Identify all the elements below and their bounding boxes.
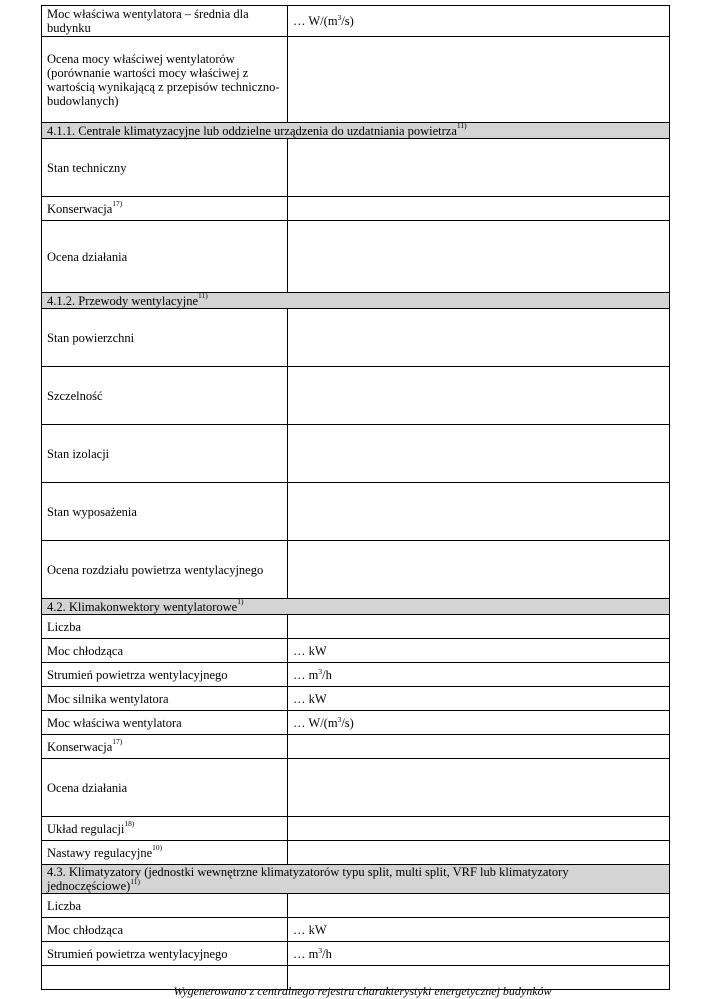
- table-row: [42, 711, 670, 735]
- field-label-text: Stan wyposażenia: [47, 504, 137, 519]
- footnote-ref: 11): [456, 121, 467, 131]
- field-label: [42, 367, 288, 425]
- unit-exponent: 3: [337, 12, 342, 22]
- field-value[interactable]: [288, 367, 670, 425]
- field-label-text: Ocena rozdziału powietrza wentylacyjnego: [47, 562, 264, 577]
- table-row: [42, 483, 670, 541]
- table-row: [42, 197, 670, 221]
- field-label-text: Moc chłodząca: [47, 922, 124, 937]
- section-title-text: 4.1.1. Centrale klimatyzacyjne lub oddzielne urządzenia do uzdatniania powietrza: [47, 123, 457, 138]
- field-label: [42, 841, 288, 865]
- footnote-ref: 17): [112, 737, 123, 747]
- field-label: [42, 894, 288, 918]
- table-row: [42, 894, 670, 918]
- field-label-text: Ocena mocy właściwej wentylatorów (porównanie wartości mocy właściwej z wartością wynikającą z przepisów techniczno-budowlanych): [47, 51, 280, 108]
- field-value[interactable]: [288, 425, 670, 483]
- field-label-text: Szczelność: [47, 388, 103, 403]
- field-label: [42, 639, 288, 663]
- field-label: [42, 6, 288, 37]
- field-label: [42, 918, 288, 942]
- field-label-text: Ocena działania: [47, 249, 128, 264]
- section-title: [42, 865, 670, 894]
- table-row: [42, 221, 670, 293]
- section-header-row: [42, 599, 670, 615]
- field-value[interactable]: [288, 37, 670, 123]
- section-title: [42, 293, 670, 309]
- table-row: [42, 918, 670, 942]
- field-label: [42, 197, 288, 221]
- field-value[interactable]: [288, 687, 670, 711]
- field-value[interactable]: [288, 942, 670, 966]
- value-text: … kW: [293, 691, 327, 706]
- section-title: [42, 599, 670, 615]
- field-value[interactable]: [288, 663, 670, 687]
- field-label: [42, 817, 288, 841]
- field-label-text: Strumień powietrza wentylacyjnego: [47, 667, 228, 682]
- value-text: … m: [293, 667, 319, 682]
- section-title: [42, 123, 670, 139]
- footnote-ref: 18): [124, 819, 135, 829]
- field-label-text: Konserwacja: [47, 739, 113, 754]
- table-row: [42, 687, 670, 711]
- field-label: [42, 942, 288, 966]
- field-label: [42, 425, 288, 483]
- field-value[interactable]: [288, 615, 670, 639]
- field-label-text: Konserwacja: [47, 201, 113, 216]
- table-row: [42, 663, 670, 687]
- table-row: [42, 367, 670, 425]
- table-row: [42, 735, 670, 759]
- table-row: [42, 615, 670, 639]
- ventilation-assessment-table: [41, 5, 670, 990]
- field-value[interactable]: [288, 221, 670, 293]
- table-row: [42, 541, 670, 599]
- footnote-ref: 11): [198, 291, 208, 301]
- field-label-text: Moc właściwa wentylatora – średnia dla budynku: [47, 7, 249, 35]
- section-title-text: 4.3. Klimatyzatory (jednostki wewnętrzne klimatyzatorów typu split, multi split, VRF lub klimatyzatory jednoczęściowe): [47, 865, 569, 893]
- field-label-text: Strumień powietrza wentylacyjnego: [47, 946, 228, 961]
- table-row: [42, 817, 670, 841]
- unit-tail: /h: [322, 946, 332, 961]
- section-title-text: 4.2. Klimakonwektory wentylatorowe: [47, 599, 238, 614]
- value-text: … m: [293, 946, 319, 961]
- field-label-text: Moc chłodząca: [47, 643, 124, 658]
- field-label-text: Liczba: [47, 898, 82, 913]
- field-label: [42, 139, 288, 197]
- value-text: … kW: [293, 922, 327, 937]
- footnote-ref: 11): [130, 876, 141, 886]
- field-value[interactable]: [288, 139, 670, 197]
- unit-tail: /s): [341, 14, 354, 28]
- field-value[interactable]: [288, 6, 670, 37]
- table-row: [42, 139, 670, 197]
- field-label-text: Moc właściwa wentylatora: [47, 715, 182, 730]
- field-label: [42, 37, 288, 123]
- unit-exponent: 3: [318, 945, 323, 955]
- table-row: [42, 309, 670, 367]
- value-text: … W/(m: [293, 715, 338, 730]
- field-label: [42, 663, 288, 687]
- field-label: [42, 735, 288, 759]
- field-label-text: Moc silnika wentylatora: [47, 691, 169, 706]
- table-row: [42, 942, 670, 966]
- field-value[interactable]: [288, 735, 670, 759]
- field-value[interactable]: [288, 894, 670, 918]
- field-label-text: Nastawy regulacyjne: [47, 845, 153, 860]
- field-label: [42, 711, 288, 735]
- field-label: [42, 687, 288, 711]
- field-label-text: Stan izolacji: [47, 446, 110, 461]
- field-value[interactable]: [288, 639, 670, 663]
- field-value[interactable]: [288, 197, 670, 221]
- field-value[interactable]: [288, 759, 670, 817]
- field-value[interactable]: [288, 918, 670, 942]
- field-value[interactable]: [288, 711, 670, 735]
- field-value[interactable]: [288, 483, 670, 541]
- footer-note: Wygenerowano z centralnego rejestru charakterystyki energetycznej budynków: [173, 984, 552, 998]
- unit-tail: /h: [322, 667, 332, 682]
- footnote-ref: 17): [112, 199, 123, 209]
- table-row: [42, 6, 670, 37]
- field-value[interactable]: [288, 541, 670, 599]
- section-header-row: [42, 123, 670, 139]
- field-value[interactable]: [288, 309, 670, 367]
- section-header-row: [42, 293, 670, 309]
- unit-tail: /s): [341, 715, 354, 730]
- unit-exponent: 3: [337, 714, 342, 724]
- field-label: [42, 221, 288, 293]
- footnote-ref: 10): [152, 843, 163, 853]
- value-text: … kW: [293, 643, 327, 658]
- section-title-text: 4.1.2. Przewody wentylacyjne: [47, 293, 199, 308]
- table-row: [42, 759, 670, 817]
- field-label-text: Stan powierzchni: [47, 330, 135, 345]
- section-header-row: [42, 865, 670, 894]
- field-label: [42, 309, 288, 367]
- field-label: [42, 615, 288, 639]
- field-label-text: Ocena działania: [47, 780, 128, 795]
- table-row: [42, 425, 670, 483]
- field-value[interactable]: [288, 817, 670, 841]
- field-label-text: Liczba: [47, 619, 82, 634]
- field-label-text: Układ regulacji: [47, 821, 125, 836]
- field-label: [42, 759, 288, 817]
- field-label-text: Stan techniczny: [47, 160, 127, 175]
- value-text: … W/(m: [293, 14, 338, 28]
- footnote-ref: 1): [237, 597, 244, 607]
- table-row: [42, 37, 670, 123]
- unit-exponent: 3: [318, 666, 323, 676]
- field-label: [42, 483, 288, 541]
- field-value[interactable]: [288, 841, 670, 865]
- field-label: [42, 541, 288, 599]
- table-row: [42, 639, 670, 663]
- table-row: [42, 841, 670, 865]
